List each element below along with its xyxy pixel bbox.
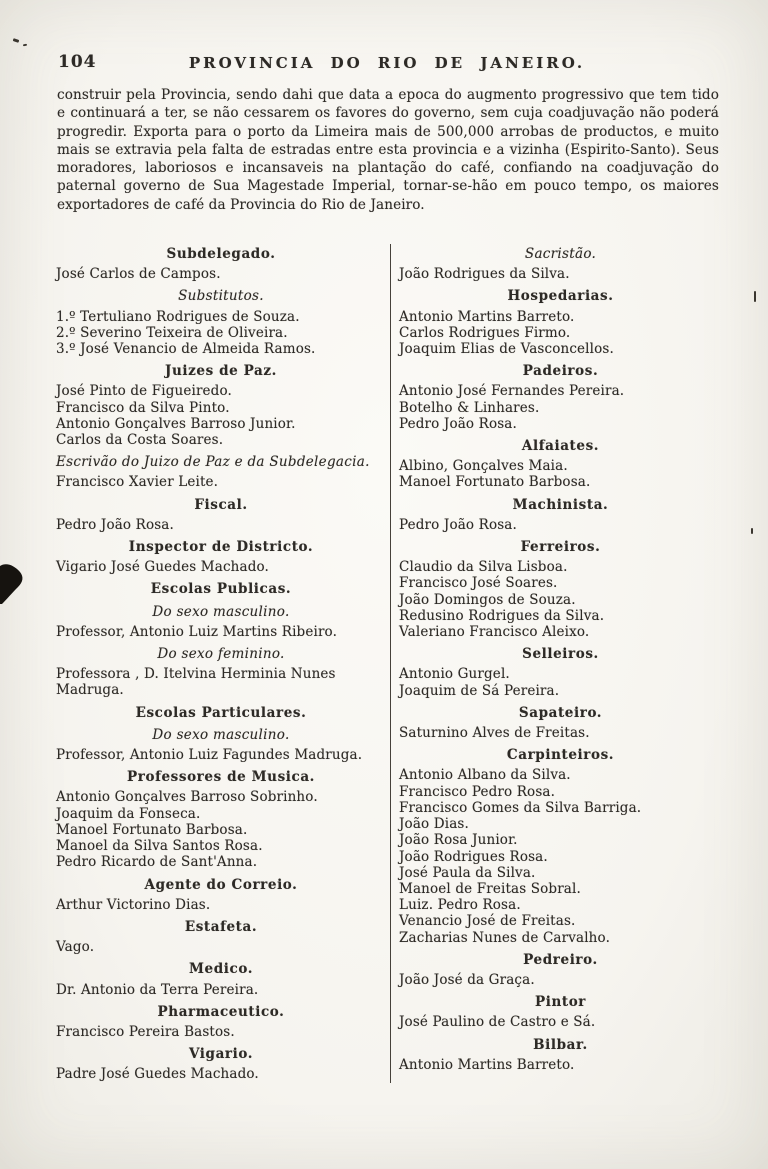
directory-entry: Saturnino Alves de Freitas. — [399, 725, 590, 742]
directory-entry: Professor, Antonio Luiz Martins Ribeiro. — [56, 623, 338, 640]
section-heading: Substitutos. — [178, 288, 264, 305]
directory-columns — [56, 244, 722, 1083]
section-heading: Do sexo feminino. — [157, 646, 285, 663]
directory-entry: Venancio José de Freitas. — [399, 913, 576, 930]
ink-blot-stain — [0, 562, 26, 606]
directory-entry: Albino, Gonçalves Maia. — [399, 458, 568, 475]
directory-entry: Antonio Gurgel. — [399, 666, 510, 683]
section-heading: Escrivão do Juizo de Paz e da Subdelegacia. — [56, 454, 370, 471]
section-heading: Carpinteiros. — [506, 747, 615, 764]
directory-entry: Francisco José Soares. — [399, 575, 558, 592]
section-heading: Juizes de Paz. — [165, 363, 277, 380]
section-heading: Selleiros. — [522, 646, 599, 663]
section-heading: Sapateiro. — [518, 704, 603, 721]
section-heading: Estafeta. — [184, 918, 258, 935]
section-heading: Medico. — [189, 961, 253, 978]
section-heading: Inspector de Districto. — [128, 539, 314, 556]
directory-entry: Francisco da Silva Pinto. — [56, 399, 230, 416]
section-heading: Professores de Musica. — [127, 769, 315, 786]
directory-entry: 2.º Severino Teixeira de Oliveira. — [56, 324, 288, 341]
directory-entry: Antonio Gonçalves Barroso Junior. — [56, 415, 296, 432]
directory-entry: João Rosa Junior. — [399, 832, 518, 849]
section-heading: Pharmaceutico. — [157, 1003, 285, 1020]
section-heading: Ferreiros. — [520, 539, 601, 556]
directory-entry: Pedro João Rosa. — [56, 516, 174, 533]
section-heading: Fiscal. — [194, 496, 248, 513]
directory-entry: Carlos Rodrigues Firmo. — [399, 324, 571, 341]
directory-entry: Manoel da Silva Santos Rosa. — [56, 838, 263, 855]
directory-entry: Vigario José Guedes Machado. — [56, 559, 269, 576]
directory-entry: Joaquim de Sá Pereira. — [399, 682, 560, 699]
directory-entry: José Paulino de Castro e Sá. — [399, 1014, 596, 1031]
directory-entry: Manoel de Freitas Sobral. — [399, 880, 581, 897]
section-heading: Machinista. — [512, 496, 609, 513]
section-heading: Pedreiro. — [523, 951, 598, 968]
page-header — [56, 52, 718, 76]
directory-entry: Francisco Pereira Bastos. — [56, 1023, 235, 1040]
left-column — [56, 244, 390, 1083]
directory-entry: Manoel Fortunato Barbosa. — [56, 821, 248, 838]
page-number: 104 — [58, 52, 97, 72]
directory-entry: Joaquim Elias de Vasconcellos. — [399, 341, 614, 358]
directory-entry: Zacharias Nunes de Carvalho. — [399, 929, 611, 946]
directory-entry: Joaquim da Fonseca. — [56, 805, 201, 822]
directory-entry: Valeriano Francisco Aleixo. — [399, 624, 590, 641]
directory-entry: Francisco Xavier Leite. — [56, 474, 219, 491]
directory-entry: Luiz. Pedro Rosa. — [399, 897, 521, 914]
directory-entry: Antonio Albano da Silva. — [399, 767, 571, 784]
directory-entry: Francisco Gomes da Silva Barriga. — [399, 799, 642, 816]
section-heading: Pintor — [534, 994, 587, 1011]
directory-entry: Vago. — [56, 939, 95, 956]
directory-entry: João Domingos de Souza. — [399, 591, 576, 608]
scan-speck — [23, 44, 27, 47]
section-heading: Escolas Publicas. — [150, 581, 292, 598]
directory-entry: Arthur Victorino Dias. — [56, 896, 211, 913]
intro-paragraph: construir pela Provincia, sendo dahi que data a epoca do augmento progressivo que tem tido e continuará a ter, se não cessarem os favores do governo, sem cuja coadjuvação não poderá progredir. Exporta para o porto da Limeira mais de 500,000 arrobas de productos, e muito mais se extravia pela falta de estradas entre esta provincia e a vizinha (Espirito-Santo). Seus moradores, laboriosos e incansaveis na plantação do café, confiando na coadjuvação do paternal governo de Sua Magestade Imperial, tornar-se-hão em pouco tempo, os maiores exportadores de café da Provincia do Rio de Janeiro. — [57, 87, 719, 213]
directory-entry: João Rodrigues Rosa. — [399, 848, 548, 865]
directory-entry: José Paula da Silva. — [399, 864, 536, 881]
directory-entry: Redusino Rodrigues da Silva. — [399, 607, 605, 624]
page-header-title: PROVINCIA DO RIO DE JANEIRO. — [188, 54, 586, 72]
directory-entry: Antonio Martins Barreto. — [399, 308, 575, 325]
directory-entry: Dr. Antonio da Terra Pereira. — [56, 981, 259, 998]
scan-speck — [754, 291, 756, 302]
directory-entry: Pedro Ricardo de Sant'Anna. — [56, 854, 258, 871]
directory-entry: Professora , D. Itelvina Herminia Nunes Madruga. — [56, 666, 336, 699]
section-heading: Hospedarias. — [507, 288, 614, 305]
directory-entry: Antonio José Fernandes Pereira. — [399, 383, 625, 400]
section-heading: Alfaiates. — [521, 438, 600, 455]
directory-entry: José Carlos de Campos. — [56, 266, 221, 283]
directory-entry: Antonio Gonçalves Barroso Sobrinho. — [56, 789, 318, 806]
directory-entry: João José da Graça. — [399, 971, 535, 988]
section-heading: Agente do Correio. — [144, 876, 298, 893]
directory-entry: Francisco Pedro Rosa. — [399, 783, 556, 800]
directory-entry: João Dias. — [399, 816, 469, 833]
directory-entry: João Rodrigues da Silva. — [399, 266, 570, 283]
directory-entry: Botelho & Linhares. — [399, 399, 540, 416]
section-heading: Sacristão. — [524, 246, 597, 262]
scan-speck — [751, 528, 753, 534]
section-heading: Do sexo masculino. — [152, 603, 290, 620]
directory-entry: Professor, Antonio Luiz Fagundes Madruga. — [56, 747, 363, 764]
section-heading: Bilbar. — [533, 1036, 588, 1053]
directory-entry: Manoel Fortunato Barbosa. — [399, 474, 591, 491]
directory-entry: 3.º José Venancio de Almeida Ramos. — [56, 341, 316, 358]
section-heading: Subdelegado. — [166, 246, 276, 262]
section-heading: Padeiros. — [522, 363, 599, 380]
directory-entry: Pedro João Rosa. — [399, 415, 517, 432]
directory-entry: Carlos da Costa Soares. — [56, 432, 224, 449]
section-heading: Escolas Particulares. — [135, 704, 307, 721]
right-column — [391, 244, 722, 1083]
directory-entry: Antonio Martins Barreto. — [399, 1056, 575, 1073]
scan-speck — [13, 38, 20, 43]
directory-entry: Pedro João Rosa. — [399, 516, 517, 533]
directory-entry: José Pinto de Figueiredo. — [56, 383, 232, 400]
directory-entry: Claudio da Silva Lisboa. — [399, 559, 568, 576]
section-heading: Do sexo masculino. — [152, 726, 290, 743]
directory-entry: 1.º Tertuliano Rodrigues de Souza. — [56, 308, 300, 325]
directory-entry: Padre José Guedes Machado. — [56, 1066, 259, 1083]
section-heading: Vigario. — [188, 1046, 254, 1063]
